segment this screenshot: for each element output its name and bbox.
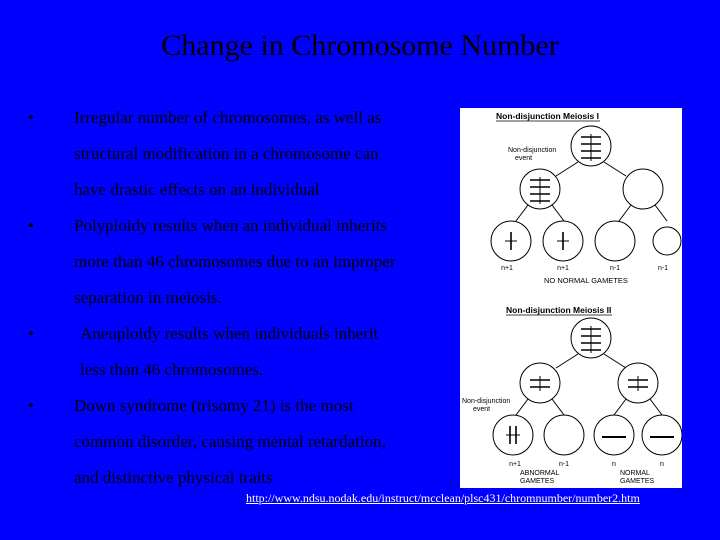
arrow (552, 205, 564, 221)
meiosis1-title: Non-disjunction Meiosis I (496, 111, 599, 121)
meiosis1-gamete-label: n-1 (657, 265, 669, 272)
bullet-glyph: • (28, 396, 34, 415)
meiosis2-gamete-label: n+1 (509, 461, 521, 468)
bullet-line: Irregular number of chromosomes, as well as (74, 108, 382, 127)
arrow (655, 205, 667, 221)
bullet-line: separation in meiosis. (74, 288, 222, 307)
meiosis1-gamete-4 (653, 227, 681, 255)
meiosis1-event-label: Non-disjunction (508, 147, 557, 154)
bullet-line: common disorder, causing mental retardation, (74, 432, 386, 451)
meiosis2-gamete-2 (544, 415, 584, 455)
arrow (516, 205, 528, 221)
meiosis2-gamete-3 (594, 415, 634, 455)
bullet-line: Aneuploidy results when individuals inherit (80, 324, 379, 343)
meiosis2-gamete-label: n-1 (558, 461, 570, 468)
arrow (604, 162, 626, 176)
arrow (650, 399, 662, 415)
bullet-item (28, 208, 468, 316)
bullet-list (28, 100, 468, 496)
arrow (619, 205, 631, 221)
bullet-line: less than 46 chromosomes. (80, 360, 264, 379)
bullet-line: more than 46 chromosomes due to an improper (74, 252, 396, 271)
bullet-line: structural modification in a chromosome can (74, 144, 379, 163)
meiosis1-gamete-label: n-1 (609, 265, 621, 272)
meiosis2-abnormal-caption: ABNORMAL (520, 470, 560, 477)
meiosis2-normal-caption-2: GAMETES (620, 478, 655, 485)
arrow (552, 399, 564, 415)
meiosis1-gamete-3 (595, 221, 635, 261)
arrow (556, 162, 578, 176)
meiosis2-gamete-label: n (612, 461, 616, 468)
meiosis2-event-label: Non-disjunction (462, 398, 511, 405)
bullet-glyph: • (28, 108, 34, 127)
bullet-glyph: • (28, 324, 34, 343)
meiosis1-gamete-label: n+1 (557, 265, 569, 272)
nondisjunction-svg (460, 108, 682, 488)
source-link[interactable]: http://www.ndsu.nodak.edu/instruct/mcclean/plsc431/chromnumber/number2.htm (246, 491, 640, 505)
arrow (604, 354, 626, 368)
bullet-line: Polyploidy results when an individual inherits (74, 216, 388, 235)
bullet-item (28, 316, 468, 388)
bullet-line: Down syndrome (trisomy 21) is the most (74, 396, 354, 415)
meiosis1-event-label-2: event (515, 155, 533, 162)
meiosis2-gamete-label: n (660, 461, 664, 468)
bullet-line: have drastic effects on an individual (74, 180, 320, 199)
meiosis2-title: Non-disjunction Meiosis II (506, 305, 612, 315)
meiosis2-gamete-4 (642, 415, 682, 455)
bullet-item (28, 388, 468, 496)
meiosis2-abnormal-caption-2: GAMETES (520, 478, 555, 485)
bullet-item (28, 100, 468, 208)
meiosis1-caption: NO NORMAL GAMETES (544, 276, 628, 285)
meiosis1-gamete-label: n+1 (501, 265, 513, 272)
arrow (614, 399, 626, 415)
bullet-glyph: • (28, 216, 34, 235)
arrow (516, 399, 528, 415)
bullet-line: and distinctive physical traits (74, 468, 273, 487)
meiosis2-normal-caption: NORMAL (620, 470, 650, 477)
slide-title: Change in Chromosome Number (161, 29, 559, 62)
arrow (556, 354, 578, 368)
meiosis1-cell-right (623, 169, 663, 209)
meiosis2-event-label-2: event (473, 406, 491, 413)
nondisjunction-diagram (460, 108, 682, 488)
